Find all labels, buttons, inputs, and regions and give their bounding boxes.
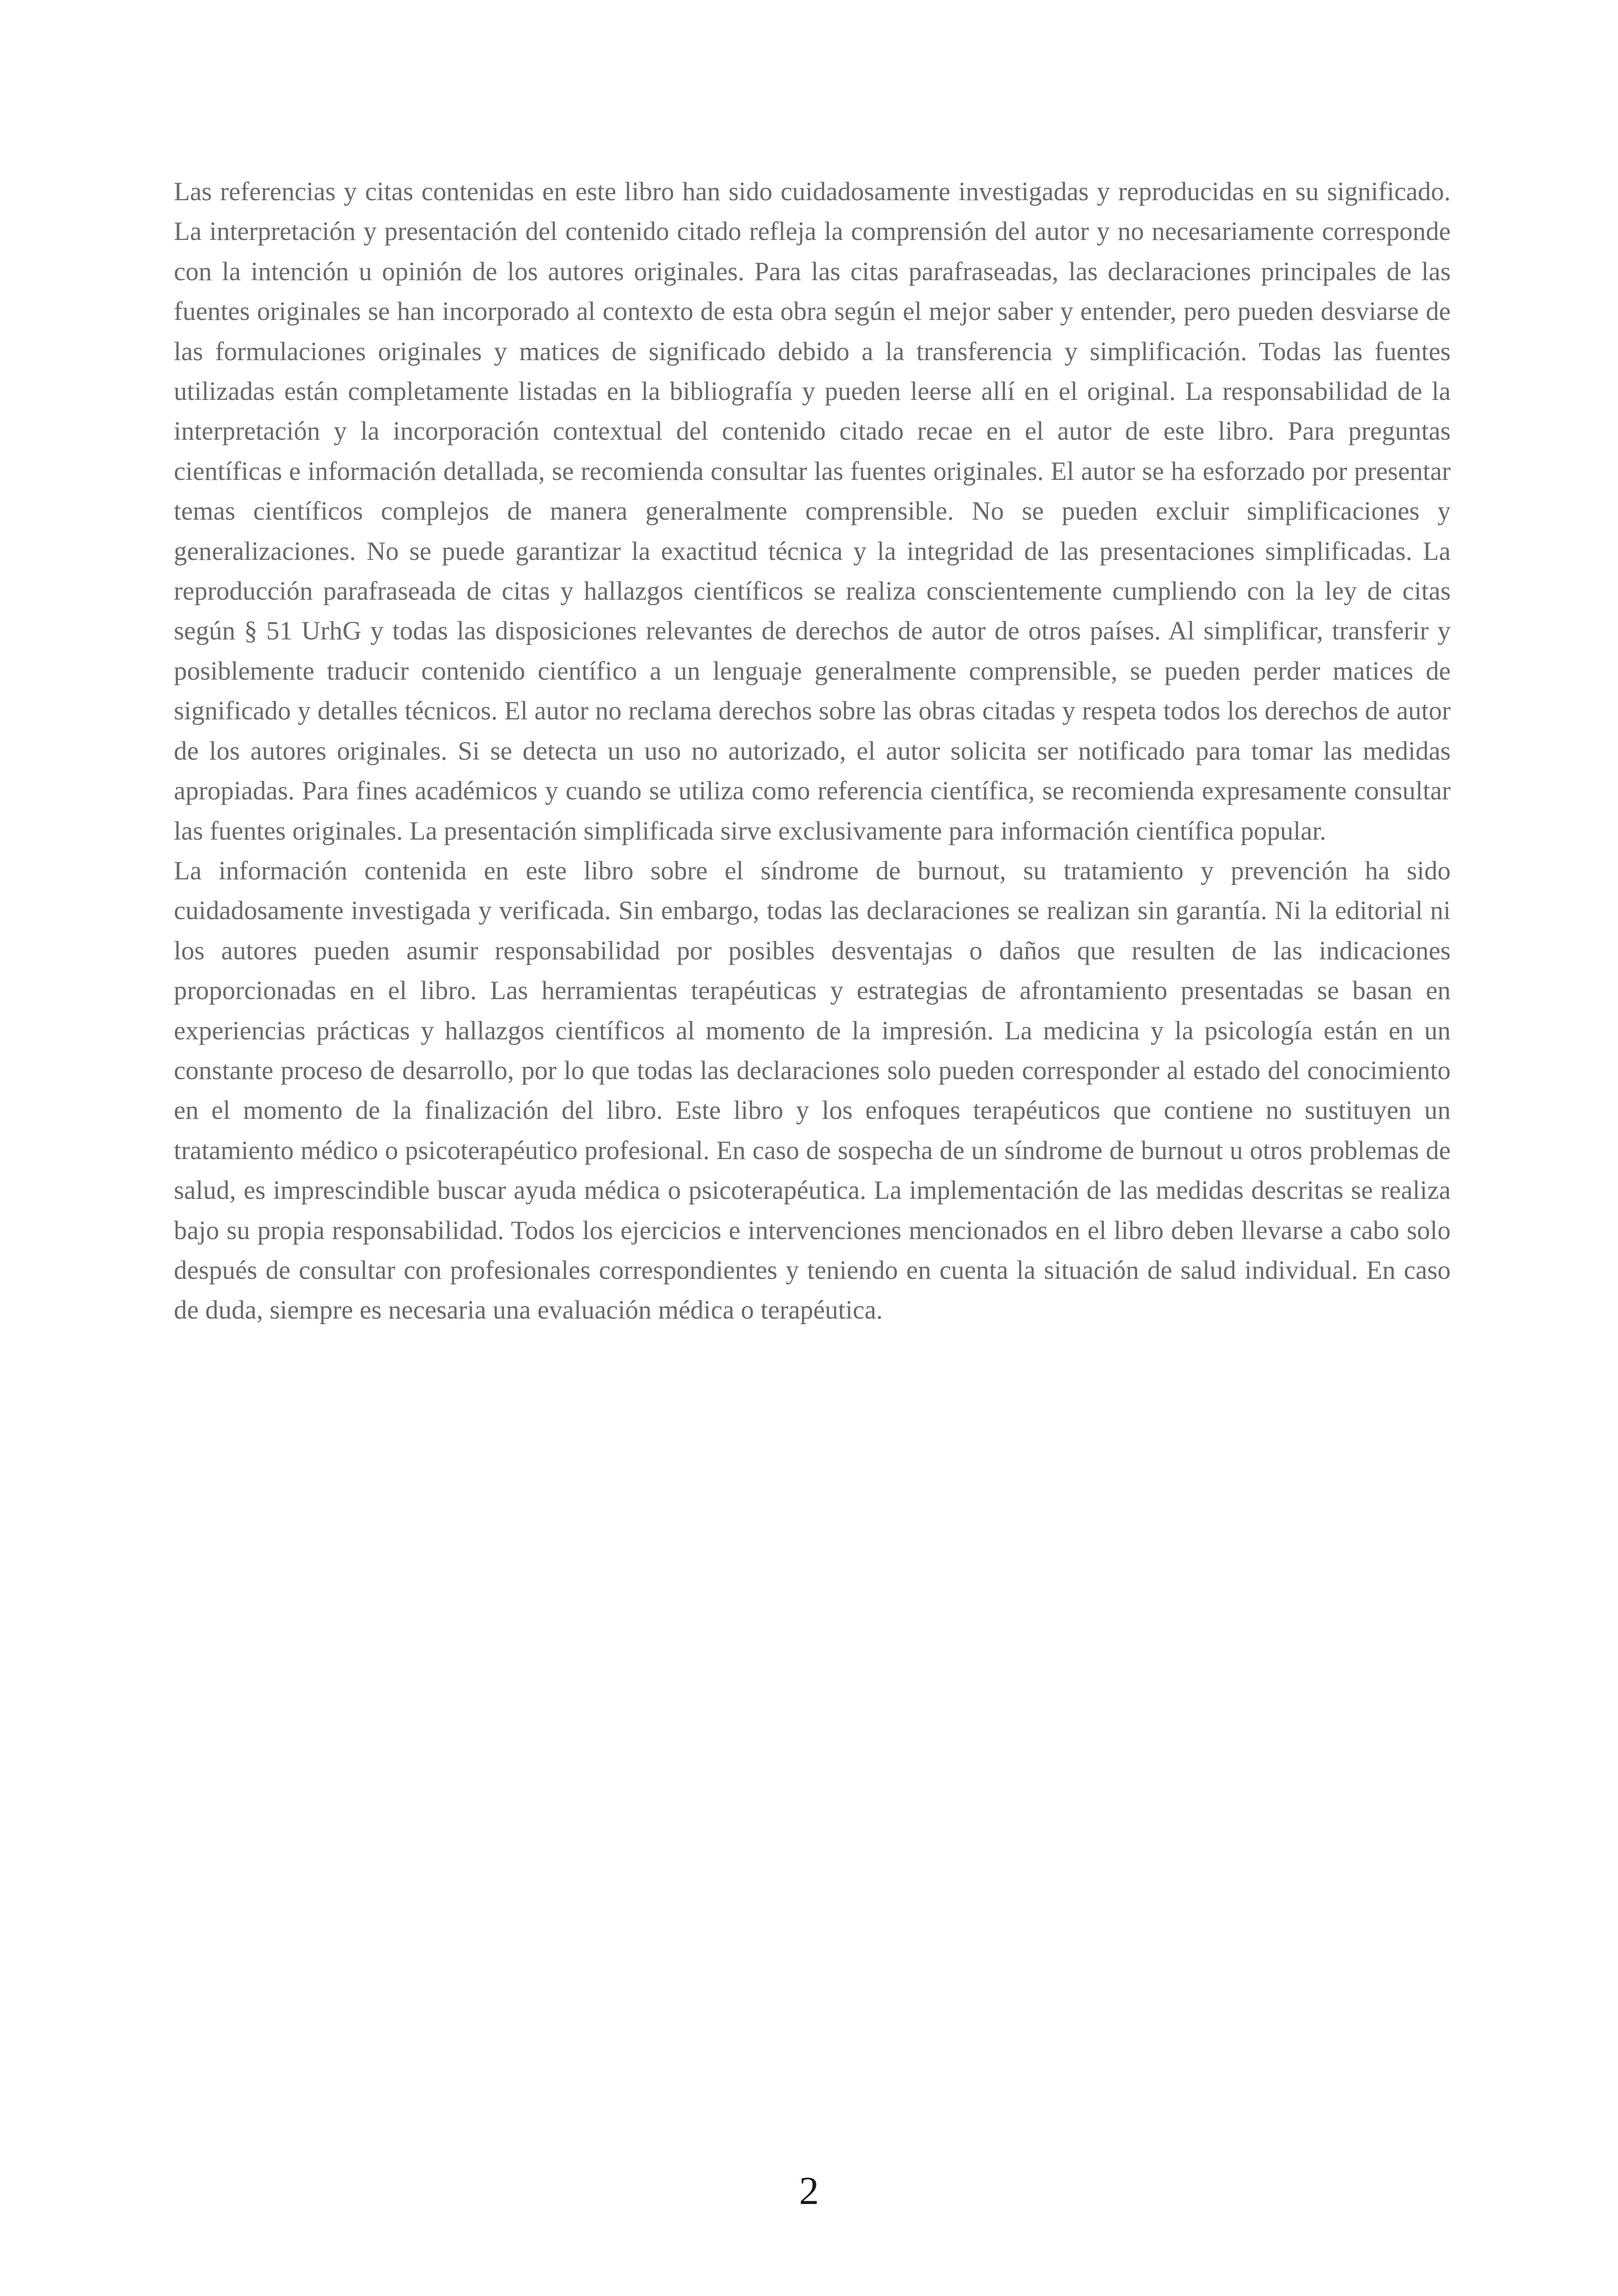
body-text [174,172,1451,1331]
disclaimer-paragraph-citations: Las referencias y citas contenidas en este libro han sido cuidadosamente investigadas y reproducidas en su significado. La interpretación y presentación del contenido citado refleja la comprensión del autor y no necesariamente corresponde con la intención u opinión de los autores originales. Para las citas parafraseadas, las declaraciones principales de las fuentes originales se han incorporado al contexto de esta obra según el mejor saber y entender, pero pueden desviarse de las formulaciones originales y matices de significado debido a la transferencia y simplificación. Todas las fuentes utilizadas están completamente listadas en la bibliografía y pueden leerse allí en el original. La responsabilidad de la interpretación y la incorporación contextual del contenido citado recae en el autor de este libro. Para preguntas científicas e información detallada, se recomienda consultar las fuentes originales. El autor se ha esforzado por presentar temas científicos complejos de manera generalmente comprensible. No se pueden excluir simplificaciones y generalizaciones. No se puede garantizar la exactitud técnica y la integridad de las presentaciones simplificadas. La reproducción parafraseada de citas y hallazgos científicos se realiza conscientemente cumpliendo con la ley de citas según § 51 UrhG y todas las disposiciones relevantes de derechos de autor de otros países. Al simplificar, transferir y posiblemente traducir contenido científico a un lenguaje generalmente comprensible, se pueden perder matices de significado y detalles técnicos. El autor no reclama derechos sobre las obras citadas y respeta todos los derechos de autor de los autores originales. Si se detecta un uso no autorizado, el autor solicita ser notificado para tomar las medidas apropiadas. Para fines académicos y cuando se utiliza como referencia científica, se recomienda expresamente consultar las fuentes originales. La presentación simplificada sirve exclusivamente para información científica popular. [174,177,1451,846]
page-number: 2 [799,2168,819,2213]
disclaimer-paragraph-health: La información contenida en este libro sobre el síndrome de burnout, su tratamiento y prevención ha sido cuidadosamente investigada y verificada. Sin embargo, todas las declaraciones se realizan sin garantía. Ni la editorial ni los autores pueden asumir responsabilidad por posibles desventajas o daños que resulten de las indicaciones proporcionadas en el libro. Las herramientas terapéuticas y estrategias de afrontamiento presentadas se basan en experiencias prácticas y hallazgos científicos al momento de la impresión. La medicina y la psicología están en un constante proceso de desarrollo, por lo que todas las declaraciones solo pueden corresponder al estado del conocimiento en el momento de la finalización del libro. Este libro y los enfoques terapéuticos que contiene no sustituyen un tratamiento médico o psicoterapéutico profesional. En caso de sospecha de un síndrome de burnout u otros problemas de salud, es imprescindible buscar ayuda médica o psicoterapéutica. La implementación de las medidas descritas se realiza bajo su propia responsabilidad. Todos los ejercicios e intervenciones mencionados en el libro deben llevarse a cabo solo después de consultar con profesionales correspondientes y teniendo en cuenta la situación de salud individual. En caso de duda, siempre es necesaria una evaluación médica o terapéutica. [174,856,1451,1325]
